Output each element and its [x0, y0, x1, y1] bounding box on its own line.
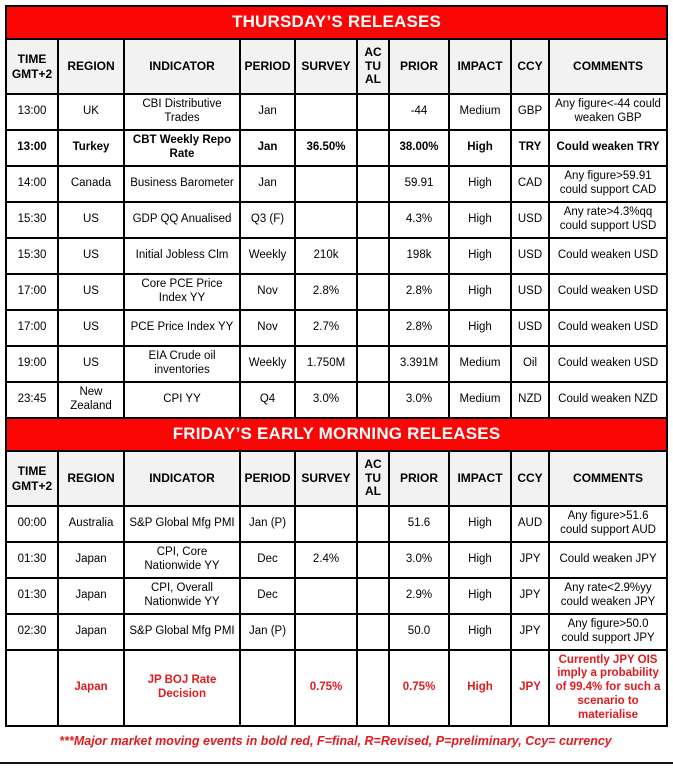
release-row [6, 614, 667, 650]
cell-ccy: NZD [511, 382, 549, 418]
cell-period: Nov [240, 274, 295, 310]
cell-comments: Any figure<-44 could weaken GBP [549, 94, 667, 130]
cell-ccy: Oil [511, 346, 549, 382]
cell-indicator: GDP QQ Anualised [124, 202, 240, 238]
cell-indicator: CBT Weekly Repo Rate [124, 130, 240, 166]
cell-period: Weekly [240, 238, 295, 274]
column-header-actual [357, 39, 389, 94]
column-header-label: ACTUAL [364, 456, 382, 499]
column-header-label: PRIOR [399, 59, 438, 74]
cell-comments: Any rate>4.3%qq could support USD [549, 202, 667, 238]
cell-prior: 4.3% [389, 202, 449, 238]
cell-region: US [58, 238, 124, 274]
release-row [6, 382, 667, 418]
cell-time: 19:00 [6, 346, 58, 382]
cell-survey: 2.4% [295, 542, 357, 578]
cell-comments: Could weaken USD [549, 310, 667, 346]
cell-prior: 198k [389, 238, 449, 274]
column-header-label: IMPACT [457, 471, 503, 486]
column-header-label: COMMENTS [573, 471, 644, 486]
cell-actual [357, 310, 389, 346]
cell-comments: Could weaken USD [549, 346, 667, 382]
cell-comments: Could weaken USD [549, 274, 667, 310]
cell-time: 13:00 [6, 130, 58, 166]
cell-time: 23:45 [6, 382, 58, 418]
cell-ccy: GBP [511, 94, 549, 130]
cell-ccy: USD [511, 238, 549, 274]
cell-survey [295, 614, 357, 650]
cell-time: 02:30 [6, 614, 58, 650]
cell-prior: 2.8% [389, 274, 449, 310]
cell-comments: Could weaken JPY [549, 542, 667, 578]
column-header-impact [449, 39, 511, 94]
cell-period: Jan [240, 130, 295, 166]
cell-actual [357, 506, 389, 542]
cell-time: 00:00 [6, 506, 58, 542]
release-row [6, 650, 667, 726]
release-row [6, 94, 667, 130]
cell-impact: High [449, 238, 511, 274]
cell-region: UK [58, 94, 124, 130]
column-header-label: INDICATOR [149, 59, 215, 74]
footnote: ***Major market moving events in bold red, F=final, R=Revised, P=preliminary, Ccy= currency [59, 734, 612, 748]
cell-period [240, 650, 295, 726]
section-title: THURSDAY’S RELEASES [6, 6, 667, 39]
column-header-label: PERIOD [244, 59, 291, 74]
cell-period: Nov [240, 310, 295, 346]
cell-prior: 2.9% [389, 578, 449, 614]
cell-period: Jan (P) [240, 506, 295, 542]
cell-impact: High [449, 310, 511, 346]
cell-survey: 3.0% [295, 382, 357, 418]
cell-actual [357, 542, 389, 578]
cell-impact: High [449, 130, 511, 166]
cell-region: Turkey [58, 130, 124, 166]
column-header-label: REGION [67, 59, 115, 74]
cell-prior: 3.0% [389, 382, 449, 418]
cell-survey: 2.8% [295, 274, 357, 310]
column-header-prior [389, 451, 449, 506]
column-header-region [58, 451, 124, 506]
cell-prior: 38.00% [389, 130, 449, 166]
column-header-label: INDICATOR [149, 471, 215, 486]
cell-actual [357, 94, 389, 130]
cell-period: Jan [240, 166, 295, 202]
cell-ccy: JPY [511, 578, 549, 614]
column-header-label: CCY [517, 59, 543, 74]
cell-period: Q3 (F) [240, 202, 295, 238]
cell-comments: Could weaken USD [549, 238, 667, 274]
release-row [6, 506, 667, 542]
cell-region: US [58, 202, 124, 238]
column-header-row [6, 451, 667, 506]
cell-period: Q4 [240, 382, 295, 418]
cell-comments: Any figure>59.91 could support CAD [549, 166, 667, 202]
column-header-indicator [124, 39, 240, 94]
cell-impact: High [449, 506, 511, 542]
column-header-label: CCY [517, 471, 543, 486]
release-row [6, 202, 667, 238]
cell-period: Dec [240, 578, 295, 614]
cell-region: US [58, 310, 124, 346]
cell-prior: 0.75% [389, 650, 449, 726]
cell-ccy: USD [511, 310, 549, 346]
cell-period: Jan (P) [240, 614, 295, 650]
cell-indicator: S&P Global Mfg PMI [124, 506, 240, 542]
column-header-actual [357, 451, 389, 506]
cell-indicator: Business Barometer [124, 166, 240, 202]
cell-survey [295, 202, 357, 238]
cell-indicator: CBI Distributive Trades [124, 94, 240, 130]
cell-comments: Could weaken NZD [549, 382, 667, 418]
cell-region: Japan [58, 650, 124, 726]
bottom-rule [0, 762, 673, 764]
cell-actual [357, 130, 389, 166]
column-header-indicator [124, 451, 240, 506]
column-header-ccy [511, 451, 549, 506]
cell-survey [295, 578, 357, 614]
cell-impact: Medium [449, 346, 511, 382]
cell-comments: Could weaken TRY [549, 130, 667, 166]
cell-actual [357, 202, 389, 238]
cell-prior: 59.91 [389, 166, 449, 202]
cell-indicator: JP BOJ Rate Decision [124, 650, 240, 726]
column-header-period [240, 39, 295, 94]
cell-comments: Any figure>51.6 could support AUD [549, 506, 667, 542]
cell-region: Canada [58, 166, 124, 202]
column-header-prior [389, 39, 449, 94]
column-header-label: SURVEY [301, 471, 351, 486]
cell-survey: 2.7% [295, 310, 357, 346]
cell-indicator: CPI, Overall Nationwide YY [124, 578, 240, 614]
cell-impact: High [449, 274, 511, 310]
cell-actual [357, 578, 389, 614]
column-header-row [6, 39, 667, 94]
cell-actual [357, 614, 389, 650]
cell-ccy: JPY [511, 542, 549, 578]
cell-ccy: USD [511, 274, 549, 310]
cell-ccy: JPY [511, 650, 549, 726]
cell-impact: High [449, 614, 511, 650]
cell-impact: High [449, 202, 511, 238]
column-header-label: ACTUAL [364, 44, 382, 87]
cell-impact: High [449, 166, 511, 202]
cell-indicator: S&P Global Mfg PMI [124, 614, 240, 650]
release-row [6, 274, 667, 310]
cell-indicator: Core PCE Price Index YY [124, 274, 240, 310]
cell-indicator: EIA Crude oil inventories [124, 346, 240, 382]
column-header-label: SURVEY [301, 59, 351, 74]
cell-actual [357, 346, 389, 382]
cell-time: 15:30 [6, 202, 58, 238]
column-header-time [6, 39, 58, 94]
cell-time: 17:00 [6, 274, 58, 310]
release-row [6, 578, 667, 614]
cell-impact: High [449, 542, 511, 578]
column-header-survey [295, 451, 357, 506]
cell-actual [357, 166, 389, 202]
cell-period: Dec [240, 542, 295, 578]
column-header-period [240, 451, 295, 506]
cell-time: 13:00 [6, 94, 58, 130]
cell-actual [357, 650, 389, 726]
cell-survey: 210k [295, 238, 357, 274]
cell-actual [357, 274, 389, 310]
cell-period: Jan [240, 94, 295, 130]
cell-impact: High [449, 578, 511, 614]
cell-comments: Currently JPY OIS imply a probability of 99.4% for such a scenario to materialise [549, 650, 667, 726]
column-header-comments [549, 39, 667, 94]
column-header-label: IMPACT [457, 59, 503, 74]
cell-time: 15:30 [6, 238, 58, 274]
cell-prior: 51.6 [389, 506, 449, 542]
cell-indicator: CPI, Core Nationwide YY [124, 542, 240, 578]
cell-survey [295, 94, 357, 130]
column-header-time [6, 451, 58, 506]
cell-region: Japan [58, 542, 124, 578]
section-title: FRIDAY’S EARLY MORNING RELEASES [6, 418, 667, 451]
cell-ccy: CAD [511, 166, 549, 202]
cell-region: Japan [58, 578, 124, 614]
cell-ccy: JPY [511, 614, 549, 650]
release-row [6, 310, 667, 346]
column-header-impact [449, 451, 511, 506]
cell-ccy: USD [511, 202, 549, 238]
column-header-label: TIME GMT+2 [11, 464, 53, 493]
column-header-label: COMMENTS [573, 59, 644, 74]
column-header-label: PERIOD [244, 471, 291, 486]
release-row [6, 542, 667, 578]
cell-time: 17:00 [6, 310, 58, 346]
column-header-region [58, 39, 124, 94]
cell-survey [295, 506, 357, 542]
cell-indicator: PCE Price Index YY [124, 310, 240, 346]
cell-prior: 50.0 [389, 614, 449, 650]
cell-region: Australia [58, 506, 124, 542]
cell-survey: 1.750M [295, 346, 357, 382]
cell-indicator: Initial Jobless Clm [124, 238, 240, 274]
section-band [6, 6, 667, 39]
column-header-label: PRIOR [399, 471, 438, 486]
column-header-label: TIME GMT+2 [11, 52, 53, 81]
cell-actual [357, 382, 389, 418]
cell-actual [357, 238, 389, 274]
cell-survey: 36.50% [295, 130, 357, 166]
cell-ccy: AUD [511, 506, 549, 542]
release-row [6, 166, 667, 202]
cell-region: US [58, 346, 124, 382]
cell-period: Weekly [240, 346, 295, 382]
cell-prior: 2.8% [389, 310, 449, 346]
cell-region: US [58, 274, 124, 310]
cell-comments: Any figure>50.0 could support JPY [549, 614, 667, 650]
release-row [6, 130, 667, 166]
cell-impact: Medium [449, 382, 511, 418]
column-header-ccy [511, 39, 549, 94]
release-row [6, 346, 667, 382]
column-header-label: REGION [67, 471, 115, 486]
section-band [6, 418, 667, 451]
cell-impact: Medium [449, 94, 511, 130]
cell-time: 01:30 [6, 542, 58, 578]
cell-impact: High [449, 650, 511, 726]
cell-survey [295, 166, 357, 202]
release-row [6, 238, 667, 274]
cell-region: Japan [58, 614, 124, 650]
cell-time: 14:00 [6, 166, 58, 202]
cell-indicator: CPI YY [124, 382, 240, 418]
cell-prior: -44 [389, 94, 449, 130]
cell-ccy: TRY [511, 130, 549, 166]
cell-region: New Zealand [58, 382, 124, 418]
cell-time [6, 650, 58, 726]
cell-prior: 3.391M [389, 346, 449, 382]
column-header-comments [549, 451, 667, 506]
cell-comments: Any rate<2.9%yy could weaken JPY [549, 578, 667, 614]
cell-prior: 3.0% [389, 542, 449, 578]
column-header-survey [295, 39, 357, 94]
cell-survey: 0.75% [295, 650, 357, 726]
releases-table [5, 5, 668, 727]
cell-time: 01:30 [6, 578, 58, 614]
